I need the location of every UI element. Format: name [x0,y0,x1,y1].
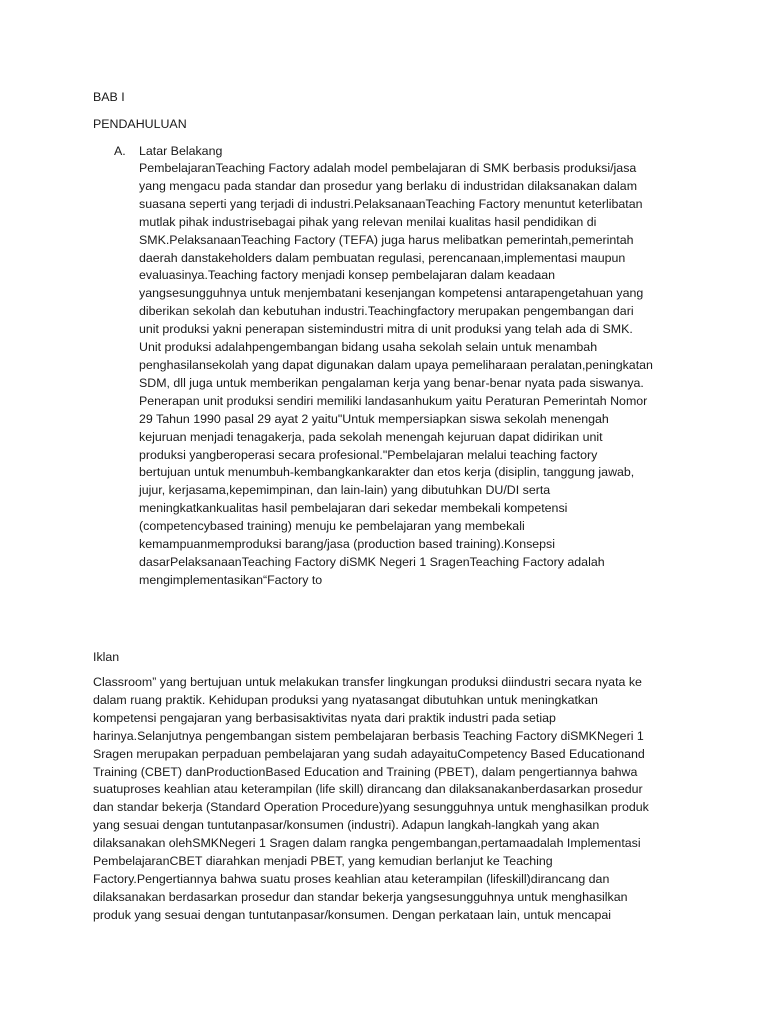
text-line: kemampuanmemproduksi barang/jasa (production based training).Konsepsi [139,537,556,552]
text-line: dalam ruang praktik. Kehidupan produksi yang nyatasangat dibutuhkan untuk meningkatkan [93,692,598,707]
text-line: dilaksanakan berdasarkan prosedur dan standar bekerja yangsesungguhnya untuk menghasilkan [93,889,628,904]
text-line: produk yang sesuai dengan tuntutanpasar/konsumen. Dengan perkataan lain, untuk mencapai [93,907,612,922]
text-line: dilaksanakan olehSMKNegeri 1 Sragen dalam rangka pengembangan,pertamaadalah Implementasi [93,836,641,851]
text-line: mengimplementasikan“Factory to [139,572,323,587]
chapter-label: BAB I [93,90,125,104]
text-line: suatuproses keahlian atau keterampilan (life skill) dirancang dan dilaksanakanberdasarkan prosedur [93,782,643,797]
text-line: PembelajaranCBET diarahkan menjadi PBET, yang kemudian berlanjut ke Teaching [93,854,553,869]
text-line: mutlak pihak industrisebagai pihak yang relevan menilai kualitas hasil pendidikan di [139,214,597,229]
text-line: kejuruan menjadi tenagakerja, pada sekolah menengah kejuruan dapat didirikan unit [139,429,603,444]
text-line: evaluasinya.Teaching factory menjadi konsep pembelajaran dalam keadaan [139,268,556,283]
text-line: yangsesungguhnya untuk menjembatani kesenjangan kompetensi antarapengetahuan yang [139,286,644,301]
text-line: Factory.Pengertiannya bahwa suatu proses keahlian atau keterampilan (lifeskill)dirancang dan [93,871,610,886]
chapter-heading: PENDAHULUAN [93,117,187,131]
text-line: daerah danstakeholders dalam pembuatan regulasi, perencanaan,implementasi maupun [139,250,626,265]
text-line: PembelajaranTeaching Factory adalah model pembelajaran di SMK berbasis produksi/jasa [139,161,637,175]
text-line: suasana seperti yang terjadi di industri.PelaksanaanTeaching Factory menuntut keterlibatan [139,196,643,211]
text-line: kompetensi pengajaran yang berbasisaktivitas nyata dari praktik industri pada setiap [93,710,556,725]
paragraph-1 [139,160,653,590]
text-line: dan standar bekerja (Standard Operation Procedure)yang sesungguhnya untuk menghasilkan produk [93,800,649,815]
section-title: Latar Belakang [139,144,223,158]
text-line: Sragen merupakan perpaduan pembelajaran yang sudah adayaituCompetency Based Educationand [93,746,645,761]
ad-label: Iklan [93,650,120,664]
text-line: produksi yangberoperasi secara profesional."Pembelajaran melalui teaching factory [139,447,598,462]
text-line: yang sesuai dengan tuntutanpasar/konsumen (industri). Adapun langkah-langkah yang akan [93,818,600,833]
text-line: SDM, dll juga untuk memberikan pengalaman kerja yang benar-benar nyata pada siswanya. [139,375,644,390]
paragraph-2 [93,674,649,925]
text-line: Training (CBET) danProductionBased Education and Training (PBET), dalam pengertiannya bahwa [93,764,638,779]
text-line: diberikan sekolah dan kebutuhan industri.Teachingfactory merupakan pengembangan dari [139,304,634,319]
text-line: (competencybased training) menuju ke pembelajaran yang membekali [139,519,525,534]
text-line: jujur, kerjasama,kepemimpinan, dan lain-lain) yang dibutuhkan DU/DI serta [139,483,551,498]
text-line: bertujuan untuk menumbuh-kembangkankarakter dan etos kerja (disiplin, tanggung jawab, [139,465,635,480]
text-line: meningkatkankualitas hasil pembelajaran dari sekedar membekali kompetensi [139,501,568,516]
text-line: Unit produksi adalahpengembangan bidang usaha sekolah selain untuk menambah [139,340,598,355]
text-line: Classroom” yang bertujuan untuk melakukan transfer lingkungan produksi diindustri secara nyata ke [93,675,642,689]
text-line: SMK.PelaksanaanTeaching Factory (TEFA) juga harus melibatkan pemerintah,pemerintah [139,232,634,247]
text-line: Penerapan unit produksi sendiri memiliki landasanhukum yaitu Peraturan Pemerintah Nomor [139,393,648,408]
text-line: harinya.Selanjutnya pengembangan sistem pembelajaran berbasis Teaching Factory diSMKNegeri 1 [93,728,644,743]
text-line: yang mengacu pada standar dan prosedur yang berlaku di industridan dilaksanakan dalam [139,178,638,193]
section-letter: A. [114,144,126,158]
text-line: unit produksi yakni penerapan sistemindustri mitra di unit produksi yang telah ada di SMK. [139,322,633,337]
text-line: dasarPelaksanaanTeaching Factory diSMK Negeri 1 SragenTeaching Factory adalah [139,554,605,569]
text-line: 29 Tahun 1990 pasal 29 ayat 2 yaitu"Untuk mempersiapkan siswa sekolah menengah [139,411,609,426]
text-line: penghasilansekolah yang dapat digunakan dalam upaya pemeliharaan peralatan,peningkatan [139,357,653,372]
